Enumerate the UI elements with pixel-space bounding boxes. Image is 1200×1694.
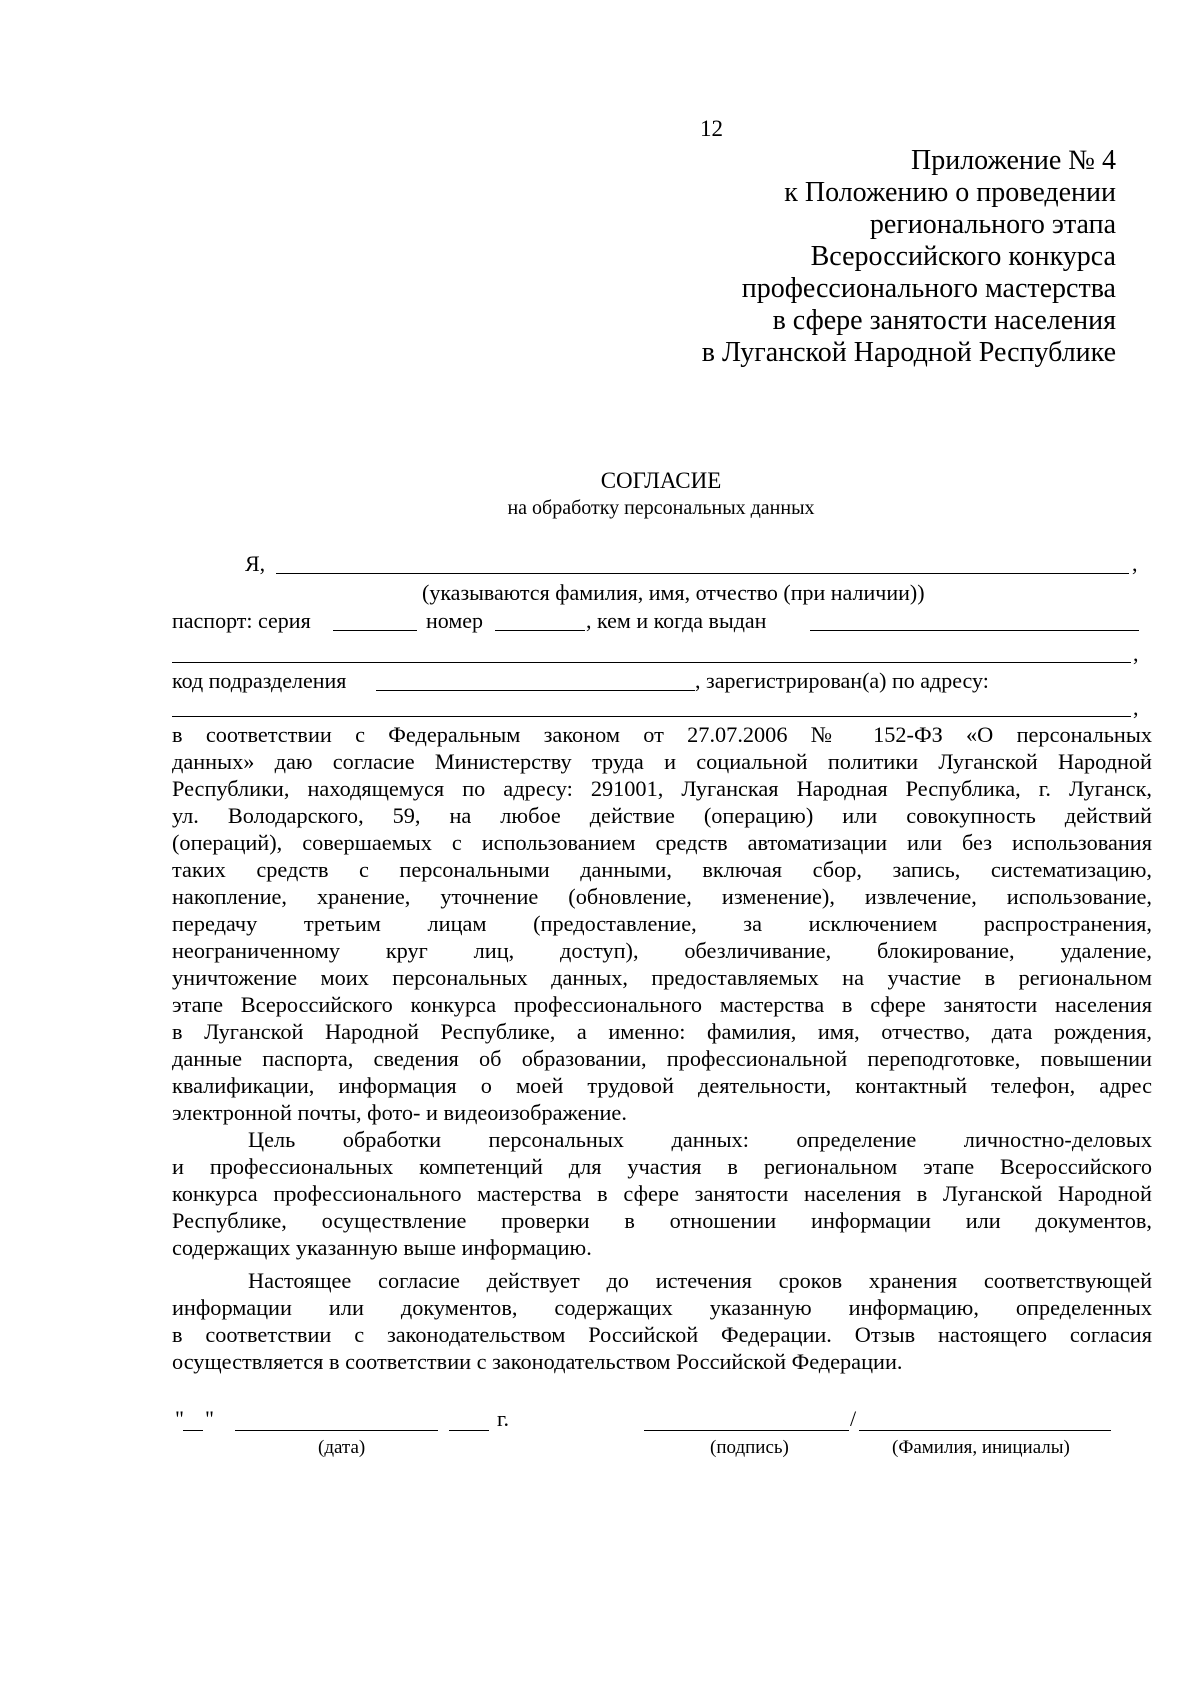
full-name-field[interactable]	[276, 573, 1129, 574]
body-line: квалификации, информация о моей трудовой деятельности, контактный телефон, адрес	[172, 1073, 1152, 1098]
comma: ,	[1133, 641, 1139, 666]
comma: ,	[1133, 695, 1139, 720]
appendix-line: Всероссийского конкурса	[810, 241, 1116, 272]
date-quote-open: "	[175, 1406, 184, 1431]
body-line: электронной почты, фото- и видеоизображение.	[172, 1100, 627, 1125]
body-line: ул. Володарского, 59, на любое действие (операцию) или совокупность действий	[172, 803, 1152, 828]
body-line: данных» даю согласие Министерству труда и социальной политики Луганской Народной	[172, 749, 1152, 774]
signature-slash: /	[850, 1406, 857, 1431]
goal-line: и профессиональных компетенций для участия в региональном этапе Всероссийского	[172, 1154, 1152, 1179]
goal-line: содержащих указанную выше информацию.	[172, 1235, 592, 1260]
body-line: в соответствии с Федеральным законом от 27.07.2006 № 152-ФЗ «О персональных	[172, 722, 1152, 747]
appendix-line: профессионального мастерства	[741, 273, 1116, 304]
validity-line: Настоящее согласие действует до истечения сроков хранения соответствующей	[248, 1268, 1152, 1293]
passport-issued-label: , кем и когда выдан	[586, 608, 767, 633]
passport-series-field[interactable]	[333, 630, 417, 631]
validity-line: осуществляется в соответствии с законодательством Российской Федерации.	[172, 1349, 903, 1374]
name-hint: (указываются фамилия, имя, отчество (при наличии))	[422, 580, 925, 605]
body-line: передачу третьим лицам (предоставление, за исключением распространения,	[172, 911, 1152, 936]
validity-line: информации или документов, содержащих указанную информацию, определенных	[172, 1295, 1152, 1320]
body-line: (операций), совершаемых с использованием средств автоматизации или без использования	[172, 830, 1152, 855]
passport-issued-field[interactable]	[810, 630, 1139, 631]
address-field[interactable]	[172, 716, 1131, 717]
body-line: неограниченному круг лиц, доступ), обезличивание, блокирование, удаление,	[172, 938, 1152, 963]
goal-line: Республике, осуществление проверки в отношении информации или документов,	[172, 1208, 1152, 1233]
appendix-line: в Луганской Народной Республике	[701, 337, 1116, 368]
appendix-line: регионального этапа	[869, 209, 1116, 240]
month-field[interactable]	[235, 1430, 438, 1431]
passport-number-field[interactable]	[495, 630, 585, 631]
document-title: СОГЛАСИЕ	[600, 468, 722, 493]
year-field[interactable]	[449, 1430, 489, 1431]
body-line: Республики, находящемуся по адресу: 291001, Луганская Народная Республика, г. Луганск,	[172, 776, 1152, 801]
body-line: этапе Всероссийского конкурса профессионального мастерства в сфере занятости населения	[172, 992, 1152, 1017]
passport-number-label: номер	[426, 608, 484, 633]
page-number: 12	[700, 116, 723, 141]
goal-line: Цель обработки персональных данных: определение личностно-деловых	[248, 1127, 1152, 1152]
day-field[interactable]	[183, 1430, 203, 1431]
appendix-header	[702, 145, 1116, 369]
body-line: в Луганской Народной Республике, а именно: фамилия, имя, отчество, дата рождения,	[172, 1019, 1152, 1044]
surname-initials-field[interactable]	[859, 1430, 1111, 1431]
passport-issued-field-continued[interactable]	[172, 662, 1131, 663]
appendix-line: Приложение № 4	[911, 145, 1116, 176]
comma: ,	[1132, 551, 1138, 576]
i-label: Я,	[245, 551, 266, 576]
registered-label: , зарегистрирован(а) по адресу:	[695, 668, 989, 693]
goal-line: конкурса профессионального мастерства в сфере занятости населения в Луганской Народной	[172, 1181, 1152, 1206]
body-line: данные паспорта, сведения об образовании, профессиональной переподготовке, повышении	[172, 1046, 1152, 1071]
document-subtitle: на обработку персональных данных	[507, 497, 815, 519]
signature-label: (подпись)	[710, 1437, 789, 1458]
date-label: (дата)	[318, 1437, 366, 1458]
department-code-field[interactable]	[376, 690, 695, 691]
date-quote-close: "	[205, 1406, 214, 1431]
appendix-line: к Положению о проведении	[784, 177, 1116, 208]
validity-line: в соответствии с законодательством Российской Федерации. Отзыв настоящего согласия	[172, 1322, 1152, 1347]
body-line: уничтожение моих персональных данных, предоставляемых на участие в региональном	[172, 965, 1152, 990]
year-suffix: г.	[497, 1406, 510, 1431]
department-code-label: код подразделения	[172, 668, 347, 693]
passport-series-label: паспорт: серия	[172, 608, 311, 633]
surname-initials-label: (Фамилия, инициалы)	[892, 1437, 1070, 1458]
appendix-line: в сфере занятости населения	[772, 305, 1116, 336]
body-line: таких средств с персональными данными, включая сбор, запись, систематизацию,	[172, 857, 1152, 882]
body-line: накопление, хранение, уточнение (обновление, изменение), извлечение, использование,	[172, 884, 1152, 909]
signature-field[interactable]	[644, 1430, 849, 1431]
